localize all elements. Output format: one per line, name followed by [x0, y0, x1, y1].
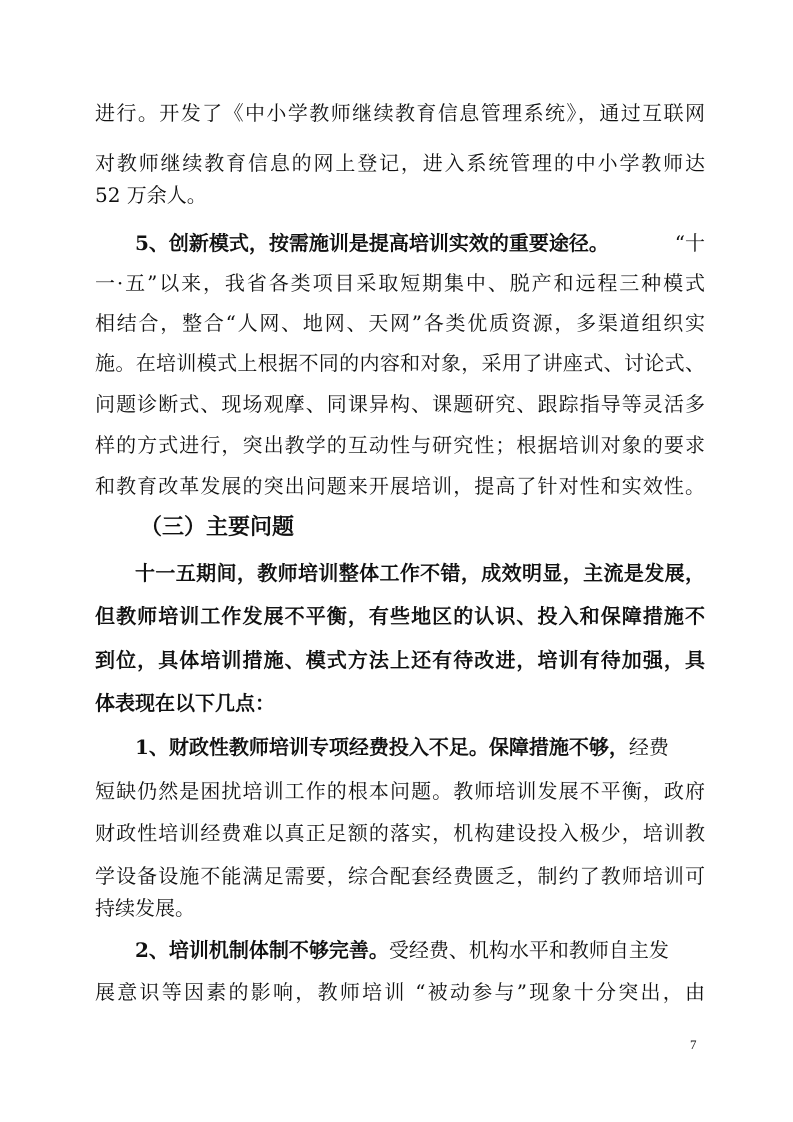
para-5-line-1: [135, 223, 705, 263]
para-1-line-2: 短缺仍然是困扰培训工作的根本问题。教师培训发展不平衡，政府: [95, 779, 705, 803]
para-1-line-1-rest: 经费: [628, 735, 669, 759]
para-1-line-5: 持续发展。: [95, 896, 195, 920]
section-heading: （三）主要问题: [140, 514, 295, 540]
para-1-bold-lead: 1、财政性教师培训专项经费投入不足。保障措施不够，: [135, 735, 629, 759]
para-2-line-2: 展意识等因素的影响，教师培训 “被动参与”现象十分突出，由: [95, 980, 705, 1004]
para-2-line-1-rest: 受经费、机构水平和教师自主发: [388, 938, 669, 962]
para-5-line-2: 一·五”以来，我省各类项目采取短期集中、脱产和远程三种模式: [95, 271, 705, 295]
para-1-line-3: 财政性培训经费难以真正足额的落实，机构建设投入极少，培训教: [95, 821, 705, 845]
para-5-line-5: 问题诊断式、现场观摩、同课异构、课题研究、跟踪指导等灵活多: [95, 392, 705, 416]
para-intro-line-2: 对教师继续教育信息的网上登记，进入系统管理的中小学教师达: [95, 151, 705, 175]
para-2-bold-lead: 2、培训机制体制不够完善。: [135, 938, 389, 962]
para-intro-line-3: 52 万余人。: [95, 183, 207, 207]
para-summary-line-1: 十一五期间，教师培训整体工作不错，成效明显，主流是发展，: [135, 561, 705, 585]
para-summary-line-3: 到位，具体培训措施、模式方法上还有待改进，培训有待加强，具: [95, 648, 705, 672]
para-1-line-4: 学设备设施不能满足需要，综合配套经费匮乏，制约了教师培训可: [95, 864, 705, 888]
para-5-bold-lead: 5、创新模式，按需施训是提高培训实效的重要途径。: [135, 231, 609, 255]
para-1-line-1: [135, 727, 705, 767]
para-summary-line-4: 体表现在以下几点：: [95, 691, 275, 715]
para-summary-line-2: 但教师培训工作发展不平衡，有些地区的认识、投入和保障措施不: [95, 604, 705, 628]
para-5-line-6: 样的方式进行，突出教学的互动性与研究性；根据培训对象的要求: [95, 433, 705, 457]
para-5-line-1-rest: “十: [674, 231, 705, 255]
page-number: 7: [690, 1037, 697, 1052]
para-intro-line-1: 进行。开发了《中小学教师继续教育信息管理系统》，通过互联网: [95, 101, 705, 125]
para-5-line-3: 相结合，整合“人网、地网、天网”各类优质资源，多渠道组织实: [95, 311, 705, 335]
para-5-line-4: 施。在培训模式上根据不同的内容和对象，采用了讲座式、讨论式、: [95, 351, 705, 375]
para-2-line-1: [135, 930, 705, 970]
para-5-line-7: 和教育改革发展的突出问题来开展培训，提高了针对性和实效性。: [95, 474, 705, 498]
